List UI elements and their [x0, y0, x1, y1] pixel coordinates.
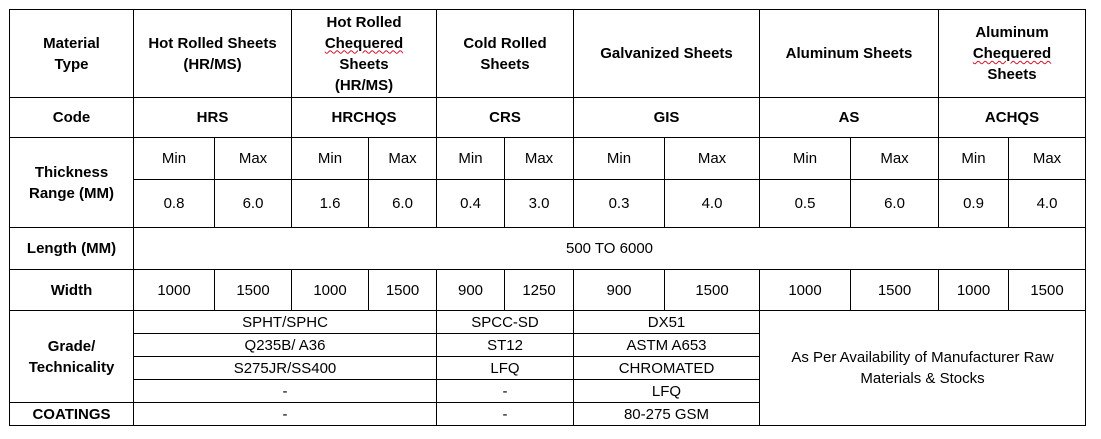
width-cell: 1000 — [134, 270, 215, 311]
thickness-cell: 0.3 — [574, 180, 665, 228]
length-label: Length (MM) — [10, 228, 134, 270]
availability-note — [760, 311, 1086, 426]
width-cell: 1500 — [665, 270, 760, 311]
thickness-cell: 0.4 — [437, 180, 505, 228]
length-row — [10, 228, 1086, 270]
label-line: Range (MM) — [29, 184, 114, 202]
header-word: Chequered — [972, 45, 1052, 62]
materials-table — [9, 9, 1086, 426]
grade-cell: DX51 — [574, 311, 760, 334]
thickness-cell: 6.0 — [369, 180, 437, 228]
cold-rolled-header — [437, 10, 574, 98]
max-label: Max — [215, 138, 292, 180]
hot-rolled-chequered-header — [292, 10, 437, 98]
header-row — [10, 10, 1086, 98]
width-cell: 1000 — [939, 270, 1009, 311]
header-line: Aluminum — [975, 24, 1049, 41]
grade-cell: CHROMATED — [574, 357, 760, 380]
width-cell: 900 — [437, 270, 505, 311]
grade-cell: LFQ — [574, 380, 760, 403]
grade-cell: SPHT/SPHC — [134, 311, 437, 334]
grade-cell: SPCC-SD — [437, 311, 574, 334]
coatings-cell: - — [134, 403, 437, 426]
max-label: Max — [1009, 138, 1086, 180]
thickness-cell: 0.8 — [134, 180, 215, 228]
width-cell: 1500 — [369, 270, 437, 311]
header-line: Sheets — [480, 55, 530, 73]
coatings-label: COATINGS — [10, 403, 134, 426]
label-line: Technicality — [28, 358, 115, 376]
aluminum-header: Aluminum Sheets — [760, 10, 939, 98]
min-label: Min — [574, 138, 665, 180]
thickness-cell: 0.9 — [939, 180, 1009, 228]
hot-rolled-header — [134, 10, 292, 98]
header-line: Hot Rolled — [326, 13, 402, 31]
grade-cell: S275JR/SS400 — [134, 357, 437, 380]
code-label: Code — [10, 98, 134, 138]
max-label: Max — [369, 138, 437, 180]
header-word: Chequered — [324, 34, 404, 52]
header-line: Material — [43, 34, 100, 52]
width-cell: 1500 — [215, 270, 292, 311]
width-cell: 1500 — [851, 270, 939, 311]
width-cell: 1500 — [1009, 270, 1086, 311]
max-label: Max — [505, 138, 574, 180]
grade-cell: - — [437, 380, 574, 403]
min-label: Min — [292, 138, 369, 180]
length-value: 500 TO 6000 — [134, 228, 1086, 270]
code-cell: GIS — [574, 98, 760, 138]
width-cell: 1000 — [292, 270, 369, 311]
grade-row — [10, 311, 1086, 334]
header-line: Hot Rolled Sheets — [148, 34, 277, 52]
header-line: (HR/MS) — [183, 55, 242, 73]
min-label: Min — [760, 138, 851, 180]
note-line: As Per Availability of Manufacturer Raw — [791, 349, 1054, 366]
thickness-cell: 6.0 — [215, 180, 292, 228]
code-cell: CRS — [437, 98, 574, 138]
grade-cell: ASTM A653 — [574, 334, 760, 357]
thickness-cell: 1.6 — [292, 180, 369, 228]
thickness-cell: 3.0 — [505, 180, 574, 228]
width-cell: 1000 — [760, 270, 851, 311]
header-line — [943, 43, 1081, 64]
max-label: Max — [851, 138, 939, 180]
min-label: Min — [437, 138, 505, 180]
grade-cell: - — [134, 380, 437, 403]
max-label: Max — [665, 138, 760, 180]
code-cell: ACHQS — [939, 98, 1086, 138]
min-label: Min — [134, 138, 215, 180]
aluminum-chequered-header — [939, 10, 1086, 98]
galvanized-header: Galvanized Sheets — [574, 10, 760, 98]
material-type-header — [10, 10, 134, 98]
label-line: Thickness — [34, 163, 109, 181]
thickness-label-row — [10, 138, 1086, 180]
grade-cell: Q235B/ A36 — [134, 334, 437, 357]
header-line: Sheets — [339, 55, 389, 73]
thickness-cell: 0.5 — [760, 180, 851, 228]
label-line: Grade/ — [47, 337, 96, 355]
thickness-value-row — [10, 180, 1086, 228]
coatings-cell: - — [437, 403, 574, 426]
min-label: Min — [939, 138, 1009, 180]
thickness-cell: 6.0 — [851, 180, 939, 228]
code-row — [10, 98, 1086, 138]
grade-cell: ST12 — [437, 334, 574, 357]
grade-label — [10, 311, 134, 403]
width-cell: 1250 — [505, 270, 574, 311]
coatings-cell: 80-275 GSM — [574, 403, 760, 426]
header-line: (HR/MS) — [334, 76, 394, 94]
code-cell: AS — [760, 98, 939, 138]
thickness-cell: 4.0 — [1009, 180, 1086, 228]
thickness-cell: 4.0 — [665, 180, 760, 228]
note-line: Materials & Stocks — [860, 370, 985, 387]
grade-cell: LFQ — [437, 357, 574, 380]
code-cell: HRS — [134, 98, 292, 138]
header-line: Cold Rolled — [463, 34, 547, 52]
width-label: Width — [10, 270, 134, 311]
header-line — [296, 33, 432, 54]
header-line: Sheets — [987, 66, 1037, 83]
thickness-label — [10, 138, 134, 228]
width-cell: 900 — [574, 270, 665, 311]
width-row — [10, 270, 1086, 311]
header-line: Type — [54, 55, 89, 73]
code-cell: HRCHQS — [292, 98, 437, 138]
